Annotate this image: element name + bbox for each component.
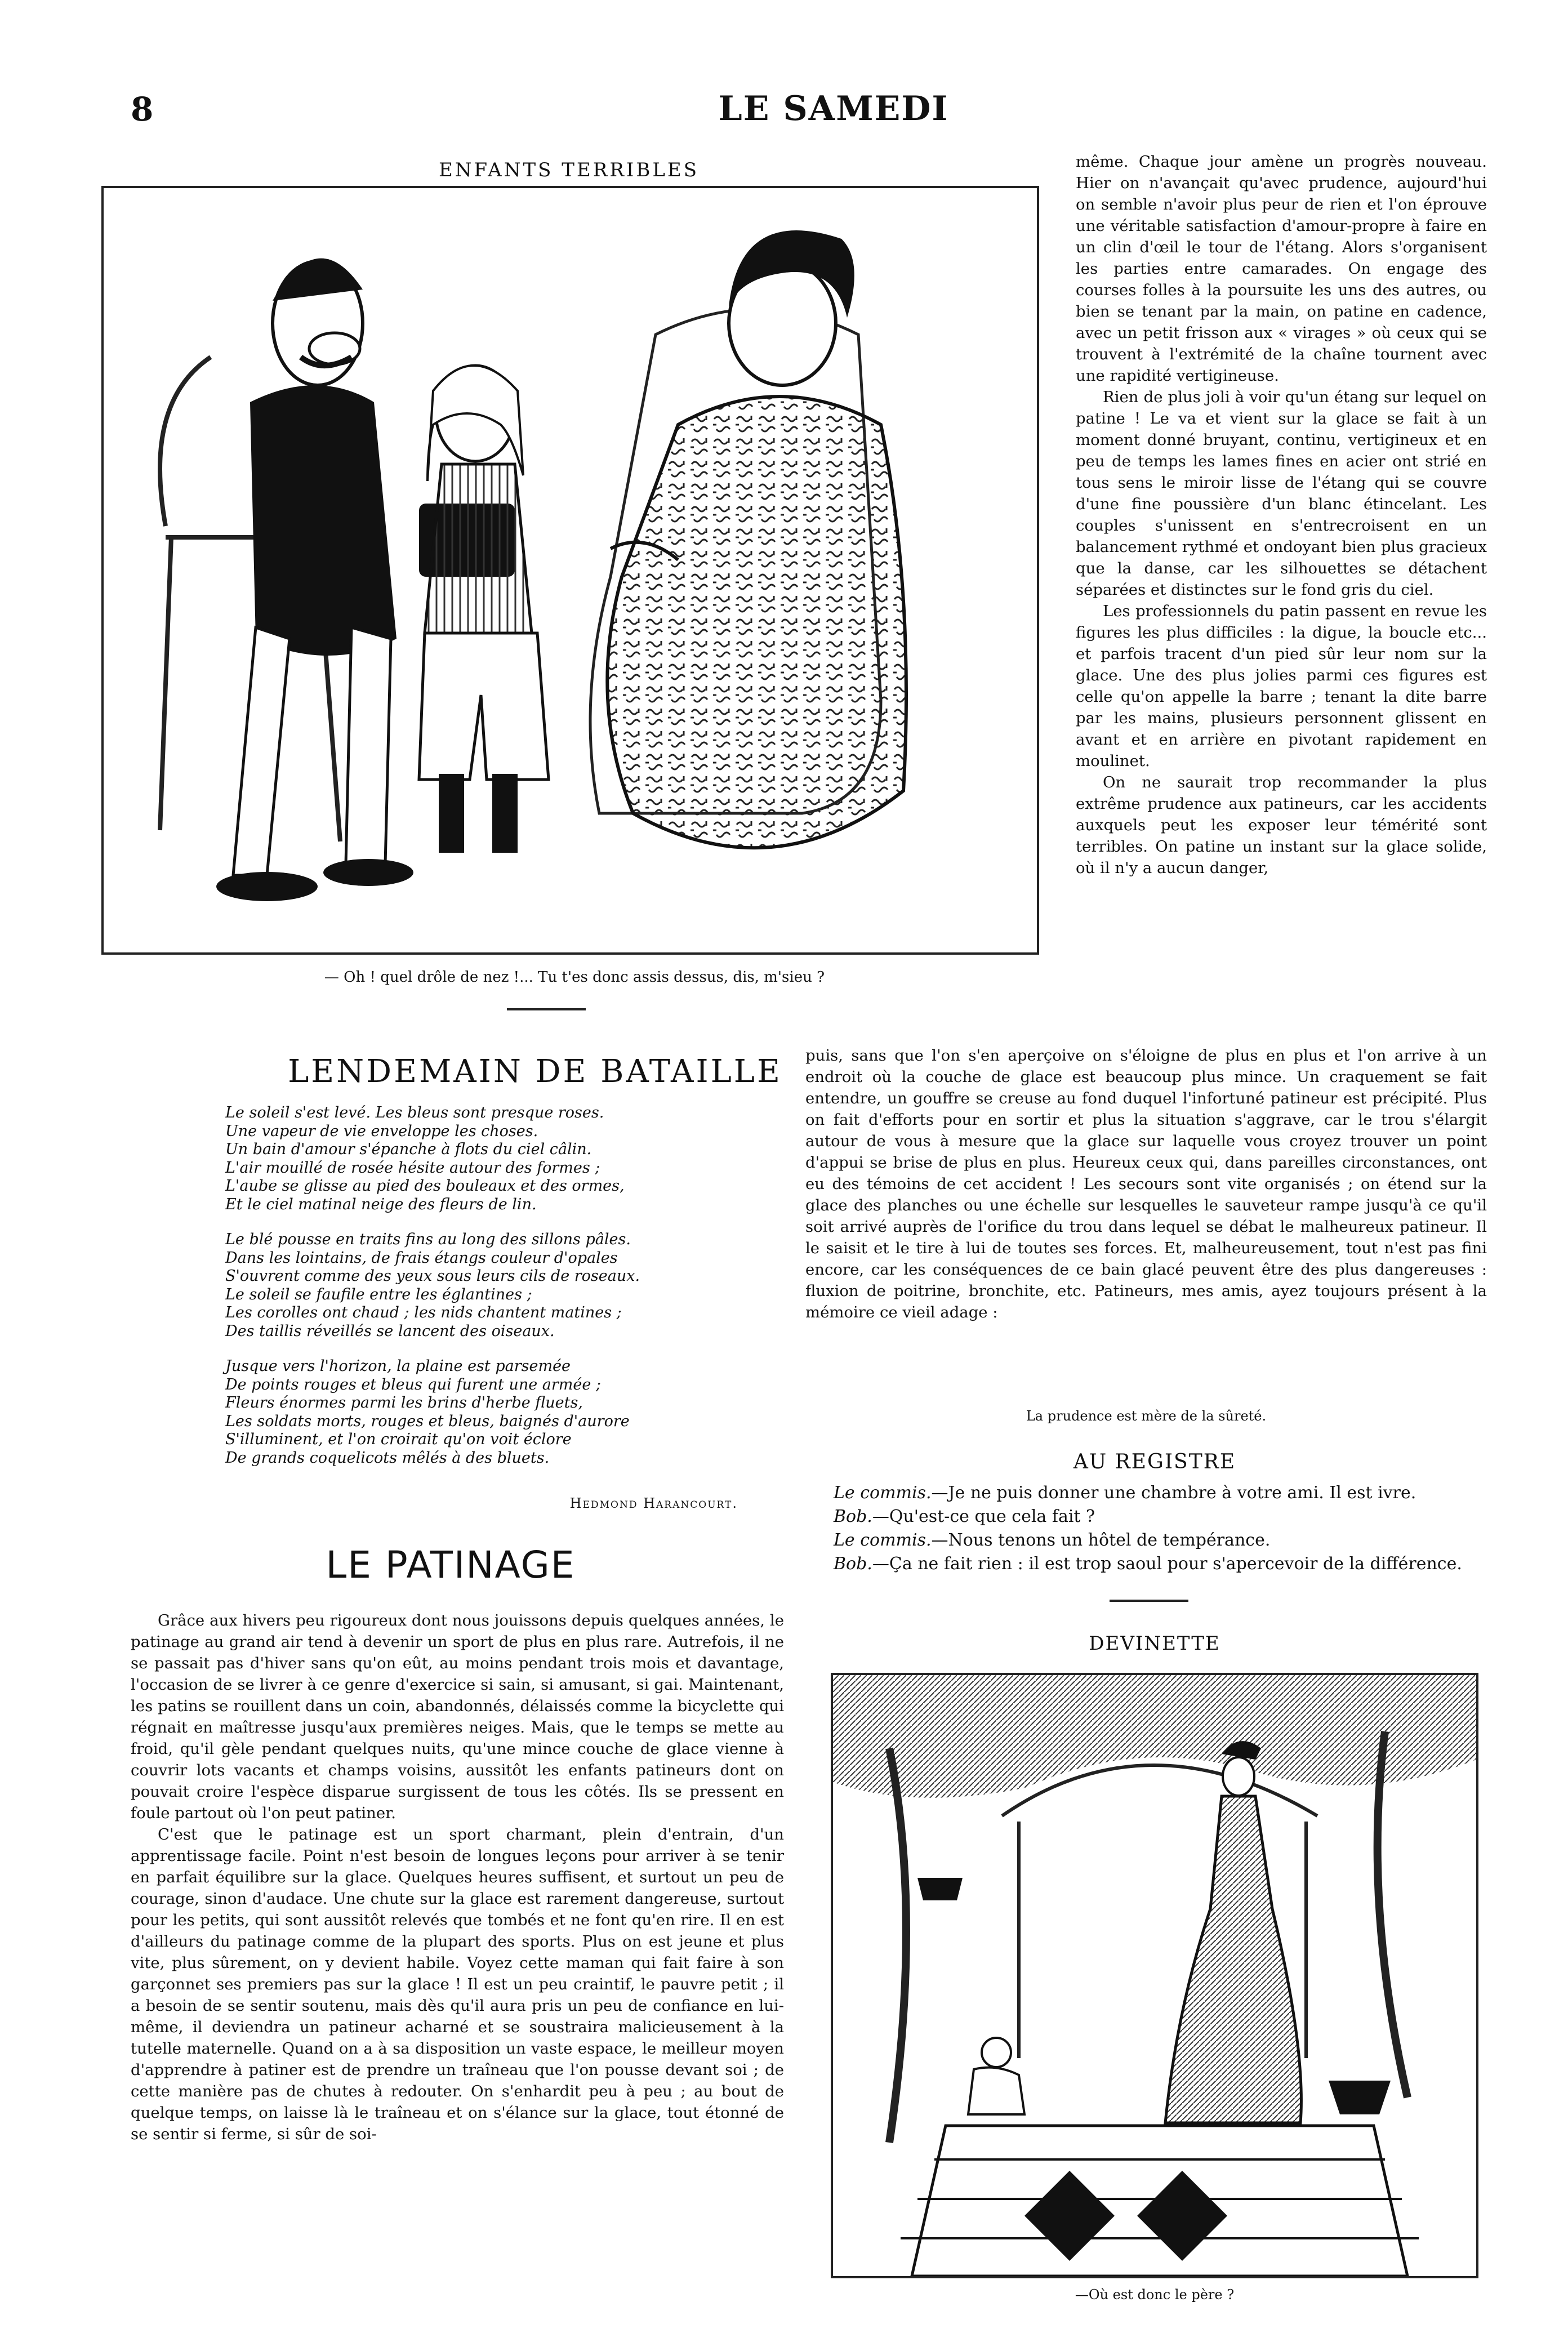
divider [1110,1600,1188,1602]
poem-line: De points rouges et bleus qui furent une armée ; [225,1375,602,1393]
poem-body [225,1104,789,1484]
divider [507,1008,586,1010]
article-left-column [131,1610,784,2308]
adage: La prudence est mère de la sûreté. [1026,1408,1267,1424]
cartoon-illustration [101,186,1039,955]
poem-stanza [225,1104,789,1214]
poem-line: Dans les lointains, de frais étangs couleur d'opales [225,1249,618,1267]
dialogue-text: —Nous tenons un hôtel de tempérance. [931,1530,1271,1550]
article-right-column [1076,151,1487,1038]
article-paragraph: même. Chaque jour amène un progrès nouveau. Hier on n'avançait qu'avec prudence, aujourd'hui on semble n'avoir plus peur de rien et l'on éprouve une véritable satisfaction d'amour-propre à faire en un clin d'œil le tour de l'étang. Alors s'organisent les parties entre camarades. On engage des courses folles à la poursuite les uns des autres, ou bien se tenant par la main, on patine en cadence, avec un petit frisson aux « virages » où ceux qui se trouvent à l'extrémité de la chaîne tournent avec une rapidité vertigineuse. [1076,153,1487,385]
poem-line: S'illuminent, et l'on croirait qu'on voit éclore [225,1431,572,1448]
poem-line: Jusque vers l'horizon, la plaine est parsemée [225,1357,571,1375]
poem-title: LENDEMAIN DE BATAILLE [288,1053,782,1090]
article-paragraph: On ne saurait trop recommander la plus extrême prudence aux patineurs, car les accidents auxquels peut les exposer leur témérité sont terribles. On patine un instant sur la glace solide, où il n'y a aucun danger, [1076,773,1487,877]
poem-stanza [225,1357,789,1467]
article-wide-paragraph [805,1045,1487,1394]
devinette-drawing [833,1675,1476,2276]
poem-author: Hedmond Harancourt. [569,1495,738,1511]
speaker: Bob. [834,1554,872,1574]
poem-line: S'ouvrent comme des yeux sous leurs cils de roseaux. [225,1267,640,1285]
journal-title: LE SAMEDI [718,89,949,128]
poem-line: Le soleil s'est levé. Les bleus sont presque roses. [225,1104,604,1121]
register-dialogue [834,1481,1487,1576]
poem-line: Les soldats morts, rouges et bleus, baignés d'aurore [225,1412,630,1430]
dialogue-line [834,1552,1487,1576]
dialogue-line [834,1505,1487,1529]
poem-line: Le blé pousse en traits fins au long des sillons pâles. [225,1231,631,1248]
article-paragraph: C'est que le patinage est un sport charmant, plein d'entrain, d'un apprentissage facile. Point n'est besoin de longues leçons pour arriver à se tenir en parfait équilibre sur la glace. Quelques heures suffisent, et surtout un peu de courage, sinon d'audace. Une chute sur la glace est rarement dangereuse, surtout pour les petits, qui sont aussitôt relevés que tombés et ne font qu'en rire. Il en est d'ailleurs du patinage comme de la plupart des sports. Plus on est jeune et plus vite, plus sûrement, on y devient habile. Voyez cette maman qui fait faire à son garçonnet ses premiers pas sur la glace ! Il est un peu craintif, le pauvre petit ; il a besoin de se sentir soutenu, mais dès qu'il aura pris un peu de confiance en lui-même, il deviendra un patineur acharné et se soustraira malicieusement à la tutelle maternelle. Quand on a à sa disposition un vaste espace, le meilleur moyen d'apprendre à patiner est de prendre un traîneau que l'on pousse devant soi ; de cette manière pas de chutes à redouter. On s'enhardit peu à peu ; au bout de quelque temps, on laisse là le traîneau et on s'élance sur la glace, tout étonné de se sentir si ferme, si sûr de soi- [131,1825,784,2143]
article-paragraph: puis, sans que l'on s'en aperçoive on s'éloigne de plus en plus et l'on arrive à un endroit où la couche de glace est beaucoup plus mince. Un craquement se fait entendre, un gouffre se creuse au fond duquel l'infortuné patineur est précipité. Plus on fait d'efforts pour en sortir et plus la situation s'aggrave, car le trou s'élargit autour de vous à mesure que la glace sur laquelle vous croyez trouver un point d'appui se brise de plus en plus. Heureux ceux qui, dans pareilles circonstances, ont eu des témoins de cet accident ! Les secours sont vite organisés ; on étend sur la glace des planches ou une échelle sur lesquelles le sauveteur rampe jusqu'à ce qu'il soit arrivé auprès de l'orifice du trou dans lequel se débat le malheureux patineur. Il le saisit et le tire à lui de toutes ses forces. Et, malheureusement, tout n'est pas fini encore, car les conséquences de ce bain glacé peuvent être des plus dangereuses : fluxion de poitrine, bronchite, etc. Patineurs, mes amis, ayez toujours présent à la mémoire ce vieil adage : [805,1047,1487,1321]
article-paragraph: Les professionnels du patin passent en revue les figures les plus difficiles : la digue, la boucle etc... et parfois tracent d'un pied sûr leur nom sur la glace. Une des plus jolies parmi ces figures est celle qu'on appelle la barre ; tenant la dite barre par les mains, plusieurs personnent glissent en avant et en arrière en pivotant rapidement en moulinet. [1076,602,1487,770]
poem-line: Le soleil se faufile entre les églantines ; [225,1285,532,1303]
poem-line: Les corolles ont chaud ; les nids chantent matines ; [225,1304,622,1321]
poem-line: Des taillis réveillés se lancent des oiseaux. [225,1322,555,1340]
dialogue-text: —Qu'est-ce que cela fait ? [872,1507,1095,1526]
devinette-illustration [831,1673,1478,2278]
dialogue-text: —Je ne puis donner une chambre à votre ami. Il est ivre. [931,1483,1416,1503]
poem-line: L'air mouillé de rosée hésite autour des formes ; [225,1159,600,1177]
cartoon-title: ENFANTS TERRIBLES [438,159,700,181]
article-paragraph: Grâce aux hivers peu rigoureux dont nous jouissons depuis quelques années, le patinage au grand air tend à devenir un sport de plus en plus rare. Autrefois, il ne se passait pas d'hiver sans qu'on eût, au moins pendant trois mois et davantage, l'occasion de se livrer à ce genre d'exercice si sain, si amusant, si gai. Maintenant, les patins se rouillent dans un coin, abandonnés, délaissés comme la bicyclette qui régnait en maîtresse jusqu'aux premières neiges. Mais, que le temps se mette au froid, qu'il gèle pendant quelques nuits, qu'une mince couche de glace vienne à couvrir lots vacants et champs voisins, aussitôt les enfants patineurs dont on pouvait croire l'espèce disparue surgissent de tous les côtés. Ils se pressent en foule partout où l'on peut patiner. [131,1611,784,1822]
dialogue-line [834,1481,1487,1505]
speaker: Le commis. [834,1483,932,1503]
article-paragraph: Rien de plus joli à voir qu'un étang sur lequel on patine ! Le va et vient sur la glace se fait à un moment donné bruyant, continu, vertigineux et en peu de temps les lames fines en acier ont strié en tous sens le miroir lisse de l'étang qui se couvre d'une fine poussière d'un blanc étincelant. Les couples s'unissent en s'entrecroisent en un balancement rythmé et ondoyant bien plus gracieux que la danse, car les silhouettes se détachent séparées et distinctes sur le fond gris du ciel. [1076,388,1487,599]
speaker: Le commis. [834,1530,932,1550]
speaker: Bob. [834,1507,872,1526]
poem-stanza [225,1231,789,1341]
poem-line: Fleurs énormes parmi les brins d'herbe fluets, [225,1394,583,1411]
dialogue-line [834,1529,1487,1552]
devinette-title: DEVINETTE [1089,1632,1220,1655]
poem-line: De grands coquelicots mêlés à des bluets. [225,1449,550,1467]
page-number: 8 [131,90,154,128]
register-title: AU REGISTRE [1073,1450,1236,1473]
dialogue-text: —Ça ne fait rien : il est trop saoul pour s'apercevoir de la différence. [872,1554,1462,1574]
cartoon-drawing [104,188,1037,952]
article-title: LE PATINAGE [326,1543,576,1587]
poem-line: Un bain d'amour s'épanche à flots du ciel câlin. [225,1141,592,1158]
devinette-caption: —Où est donc le père ? [1075,2287,1235,2303]
poem-line: Une vapeur de vie enveloppe les choses. [225,1122,538,1140]
poem-line: L'aube se glisse au pied des bouleaux et des ormes, [225,1177,625,1195]
cartoon-caption: — Oh ! quel drôle de nez !... Tu t'es donc assis dessus, dis, m'sieu ? [324,969,825,986]
poem-line: Et le ciel matinal neige des fleurs de lin. [225,1195,537,1213]
